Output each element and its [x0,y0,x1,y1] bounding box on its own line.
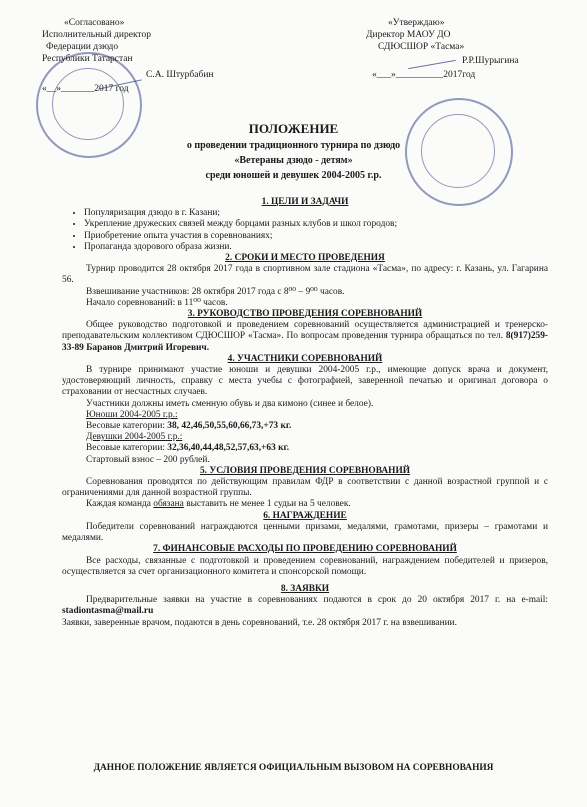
section-6-text: Победители соревнований награждаются ценными призами, медалями, грамотами, призеры – грамотами и медалями. [62,521,548,544]
section-6-heading: 6. НАГРАЖДЕНИЕ [263,510,347,521]
section-3-text [62,320,548,354]
section-8-text [62,595,548,617]
goals-list [62,208,548,253]
approval-right-line5: «___»__________2017год [372,70,476,80]
girls-weights-values: 32,36,40,44,48,52,57,63,+63 кг. [167,443,290,454]
boys-heading: Юноши 2004-2005 г.р.: [86,409,178,420]
approval-left-line3: Федерации дзюдо [46,42,119,52]
section-1-heading: 1. ЦЕЛИ И ЗАДАЧИ [261,197,349,207]
management-text: Общее руководство подготовкой и проведением соревнований осуществляется администрацией и тренерско-преподавательским коллективом СДЮСШОР «Тасма». По вопросам проведения турнира обращаться по тел. [62,320,548,342]
section-7-heading: 7. ФИНАНСОВЫЕ РАСХОДЫ ПО ПРОВЕДЕНИЮ СОРЕВНОВАНИЙ [153,544,457,555]
approval-right-line1: «Утверждаю» [388,18,445,28]
referee-text-b: выставить не менее 1 судьи на 5 человек. [183,499,351,510]
section-2-heading: 2. СРОКИ И МЕСТО ПРОВЕДЕНИЯ [225,253,385,264]
weights-label: Весовые категории: [86,421,165,432]
equipment-text: Участники должны иметь сменную обувь и два кимоно (синее и белое). [86,398,374,409]
referee-text-a: Каждая команда [86,499,154,510]
section-4-text: В турнире принимают участие юноши и девушки 2004-2005 г.р., имеющие допуск врача и документ, удостоверяющий личность, справку с места учебы с фотографией, заверенной печатью и оригинал договора о страховании от несчастных случаев. [62,365,548,398]
weights-label: Весовые категории: [86,443,165,454]
approval-left-line6: «__»_______2017 год [42,84,129,94]
subtitle-3: среди юношей и девушек 2004-2005 г.р. [205,170,382,181]
weigh-in-text: Взвешивание участников: 28 октября 2017 года с 8⁰⁰ – 9⁰⁰ часов. [86,286,345,297]
list-item: • Пропаганда здорового образа жизни. [84,242,548,253]
start-time-text: Начало соревнований: в 11⁰⁰ часов. [86,297,228,308]
referee-text [62,499,548,510]
school-seal [405,98,513,206]
applications-text: Предварительные заявки на участие в соревнованиях подаются в срок до 20 октября 2017 г. на e-mail: [86,595,548,606]
approval-left-line2: Исполнительный директор [42,30,151,40]
page-title: ПОЛОЖЕНИЕ [248,121,339,136]
approval-left-line1: «Согласовано» [64,18,125,28]
section-5-text: Соревнования проводятся по действующим правилам ФДР в соответствии с данной возрастной группой и с ограничениями для данной возрастной группы. [62,477,548,499]
section-4-heading: 4. УЧАСТНИКИ СОРЕВНОВАНИЙ [227,353,383,364]
contact-phone: 8(917)259-33-89 Баранов Дмитрий Игоревич. [62,331,549,353]
section-5-heading: 5. УСЛОВИЯ ПРОВЕДЕНИЯ СОРЕВНОВАНИЙ [199,465,411,476]
official-call-footer: ДАННОЕ ПОЛОЖЕНИЕ ЯВЛЯЕТСЯ ОФИЦИАЛЬНЫМ ВЫЗОВОМ НА СОРЕВНОВАНИЯ [93,763,494,773]
girls-weights [62,443,548,454]
subtitle-2: «Ветераны дзюдо - детям» [234,155,353,166]
right-signature [408,60,455,69]
approval-left-line4: Республики Татарстан [42,54,133,64]
list-item: • Популяризация дзюдо в г. Казани; [84,208,548,219]
girls-heading: Девушки 2004-2005 г.р.: [86,432,183,443]
boys-weights-values: 38, 42,46,50,55,60,66,73,+73 кг. [167,421,292,432]
section-2-text: Турнир проводится 28 октября 2017 года в спортивном зале стадиона «Тасма», по адресу: г. Казань, ул. Гагарина 56. [62,264,548,286]
contact-email: stadiontasma@mail.ru [62,606,154,617]
approval-right-line4: Р.Р.Шурыгина [462,56,519,66]
section-8-text-2: Заявки, заверенные врачом, подаются в день соревнований, т.е. 28 октября 2017 г. на взвешивании. [62,617,457,628]
section-8-heading: 8. ЗАЯВКИ [280,583,330,594]
boys-weights [62,421,548,432]
approval-right-line3: СДЮСШОР «Тасма» [378,42,465,52]
list-item: • Приобретение опыта участия в соревнованиях; [84,231,548,242]
list-item: • Укрепление дружеских связей между борцами разных клубов и школ городов; [84,219,548,230]
approval-right-line2: Директор МАОУ ДО [366,30,451,40]
approval-left-line5: С.А. Штурбабин [146,70,214,80]
section-3-heading: 3. РУКОВОДСТВО ПРОВЕДЕНИЯ СОРЕВНОВАНИЙ [187,309,423,320]
document-body [62,197,548,629]
subtitle-1: о проведении традиционного турнира по дзюдо [186,140,401,151]
section-7-text: Все расходы, связанные с подготовкой и проведением соревнований, награждением победителей и призеров, осуществляется за счет организационного комитета и спонсорской помощи. [62,555,548,577]
referee-text-obliged: обязана [153,499,184,510]
entry-fee: Стартовый взнос – 200 рублей. [86,454,210,465]
